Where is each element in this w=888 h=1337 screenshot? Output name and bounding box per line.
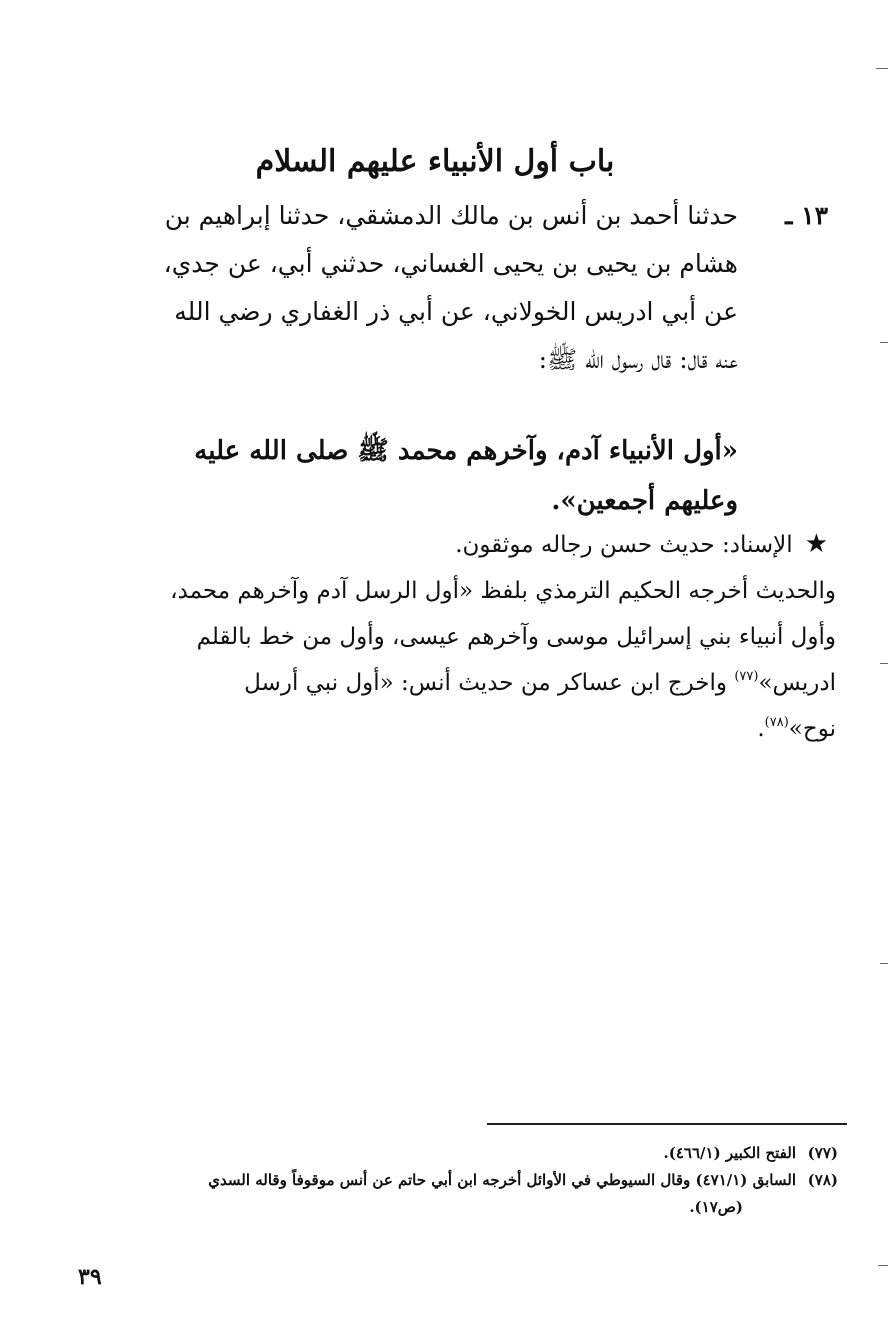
margin-mark bbox=[880, 663, 888, 664]
margin-mark bbox=[876, 68, 888, 69]
footnote-ref: (٧٨) bbox=[764, 715, 789, 730]
hadith-matn bbox=[138, 426, 828, 526]
footnote-number: (٧٨) bbox=[807, 1171, 838, 1189]
hadith-chain bbox=[138, 192, 828, 384]
footnote-text: السابق (٤٧١/١) وقال السيوطي في الأوائل أخرجه ابن أبي حاتم عن أنس موقوفاً وقاله السدي bbox=[208, 1171, 796, 1189]
margin-mark bbox=[880, 342, 888, 343]
commentary bbox=[136, 568, 836, 752]
page-number: ٣٩ bbox=[78, 1264, 102, 1290]
isnad-text: الإسناد: حديث حسن رجاله موثقون. bbox=[455, 532, 793, 558]
footnote-number: (٧٧) bbox=[807, 1144, 838, 1162]
isnad-grading bbox=[138, 523, 828, 566]
matn-line: وعليهم أجمعين». bbox=[551, 486, 738, 516]
commentary-text: . bbox=[757, 716, 765, 742]
footnote-divider bbox=[487, 1123, 847, 1125]
hadith-line: عنه قال: قال رسول الله ﷺ: bbox=[538, 345, 738, 374]
hadith-line bbox=[138, 192, 828, 240]
commentary-line: وأول أنبياء بني إسرائيل موسى وآخرهم عيسى، وأول من خط بالقلم bbox=[196, 624, 836, 650]
margin-mark bbox=[880, 963, 888, 964]
commentary-text: واخرج ابن عساكر من حديث أنس: «أول نبي أرسل bbox=[244, 670, 735, 696]
footnote bbox=[118, 1167, 838, 1194]
matn-line: «أول الأنبياء آدم، وآخرهم محمد ﷺ صلى الله عليه bbox=[194, 436, 738, 466]
hadith-line: عن أبي ادريس الخولاني، عن أبي ذر الغفاري رضي الله bbox=[174, 297, 738, 326]
commentary-line bbox=[136, 706, 836, 752]
hadith-number: ١٣ ـ bbox=[785, 201, 828, 230]
footnote bbox=[118, 1140, 838, 1167]
commentary-line bbox=[136, 660, 836, 706]
margin-mark bbox=[878, 1265, 888, 1266]
commentary-text: ادريس» bbox=[758, 670, 836, 696]
star-icon: ★ bbox=[804, 529, 828, 559]
chapter-heading: باب أول الأنبياء عليهم السلام bbox=[255, 144, 615, 179]
footnotes bbox=[118, 1140, 838, 1221]
hadith-text: حدثنا أحمد بن أنس بن مالك الدمشقي، حدثنا إبراهيم بن bbox=[164, 201, 738, 230]
footnote-continuation: (ص١٧). bbox=[689, 1198, 743, 1216]
commentary-text: نوح» bbox=[788, 716, 836, 742]
footnote-text: الفتح الكبير (٤٦٦/١). bbox=[663, 1144, 796, 1162]
commentary-line: والحديث أخرجه الحكيم الترمذي بلفظ «أول الرسل آدم وآخرهم محمد، bbox=[170, 578, 836, 604]
hadith-line: هشام بن يحيى بن يحيى الغساني، حدثني أبي، عن جدي، bbox=[163, 249, 738, 278]
footnote-ref: (٧٧) bbox=[734, 669, 759, 684]
